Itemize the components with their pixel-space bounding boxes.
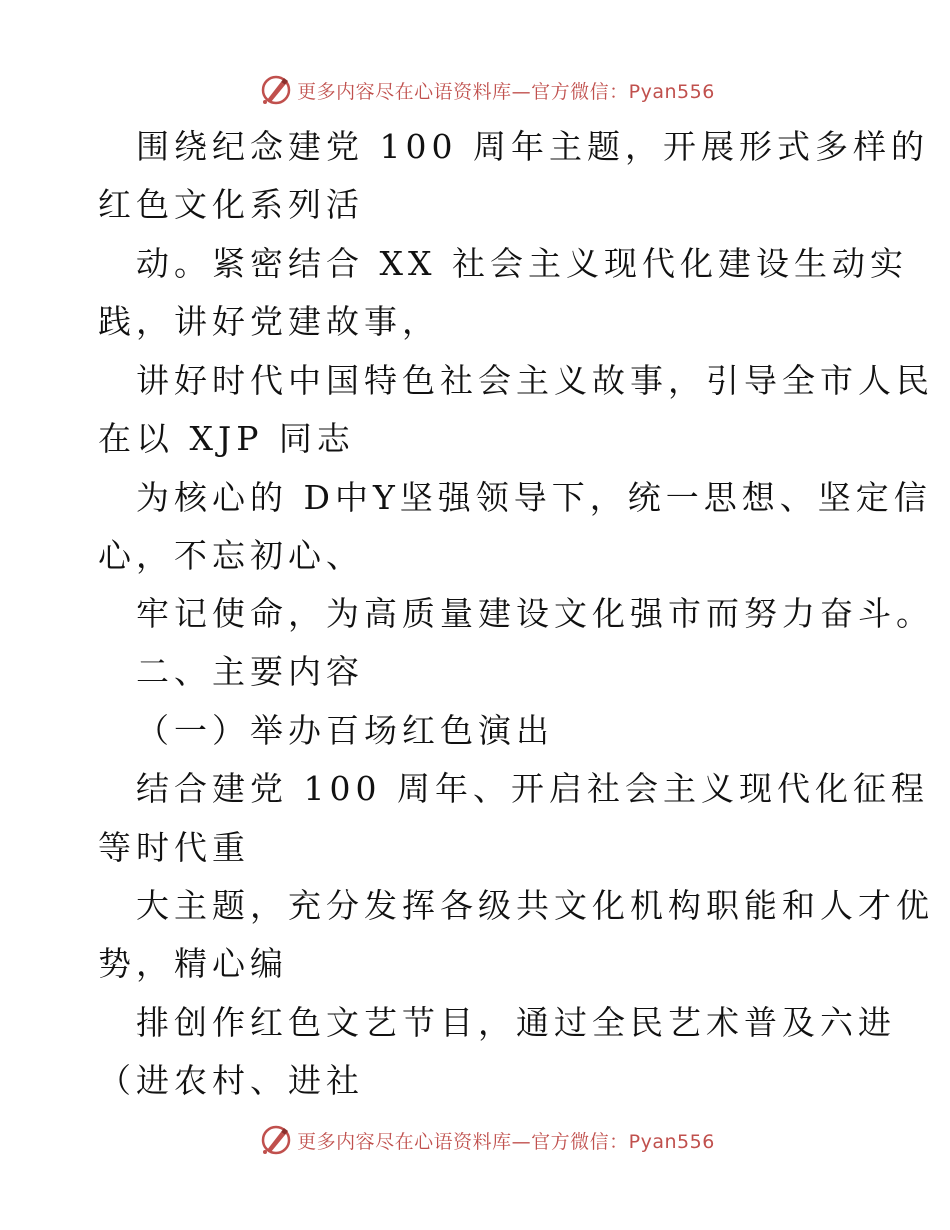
text-line: 大主题，充分发挥各级共文化机构职能和人才优 — [136, 886, 934, 925]
text-line: 等时代重 — [98, 828, 250, 867]
text-line: 牢记使命，为高质量建设文化强市而努力奋斗。 — [136, 594, 934, 633]
text-line: 在以 XJP 同志 — [98, 419, 355, 458]
text-line: 践，讲好党建故事， — [98, 302, 440, 341]
watermark-text: 更多内容尽在心语资料库—官方微信：Pyan556 — [297, 1130, 715, 1153]
section-heading: 二、主要内容 — [136, 652, 364, 691]
text-line: 心，不忘初心、 — [98, 536, 364, 575]
footer-watermark — [0, 1120, 950, 1160]
header-watermark — [0, 70, 950, 110]
text-line: （进农村、进社 — [98, 1061, 364, 1100]
watermark-text: 更多内容尽在心语资料库—官方微信：Pyan556 — [297, 80, 715, 103]
text-line: 围绕纪念建党 100 周年主题，开展形式多样的 — [136, 127, 929, 166]
text-line: 势，精心编 — [98, 944, 288, 983]
text-line: 为核心的 D中Y坚强领导下，统一思想、坚定信 — [136, 478, 932, 517]
text-line: 排创作红色文艺节目，通过全民艺术普及六进 — [136, 1003, 896, 1042]
text-line: 结合建党 100 周年、开启社会主义现代化征程 — [136, 769, 929, 808]
text-line: 动。紧密结合 XX 社会主义现代化建设生动实 — [136, 244, 908, 283]
text-line: 红色文化系列活 — [98, 185, 364, 224]
pen-circle-icon — [259, 73, 293, 107]
subsection-heading: （一）举办百场红色演出 — [136, 711, 554, 750]
pen-circle-icon — [259, 1123, 293, 1157]
text-line: 讲好时代中国特色社会主义故事，引导全市人民 — [136, 361, 934, 400]
